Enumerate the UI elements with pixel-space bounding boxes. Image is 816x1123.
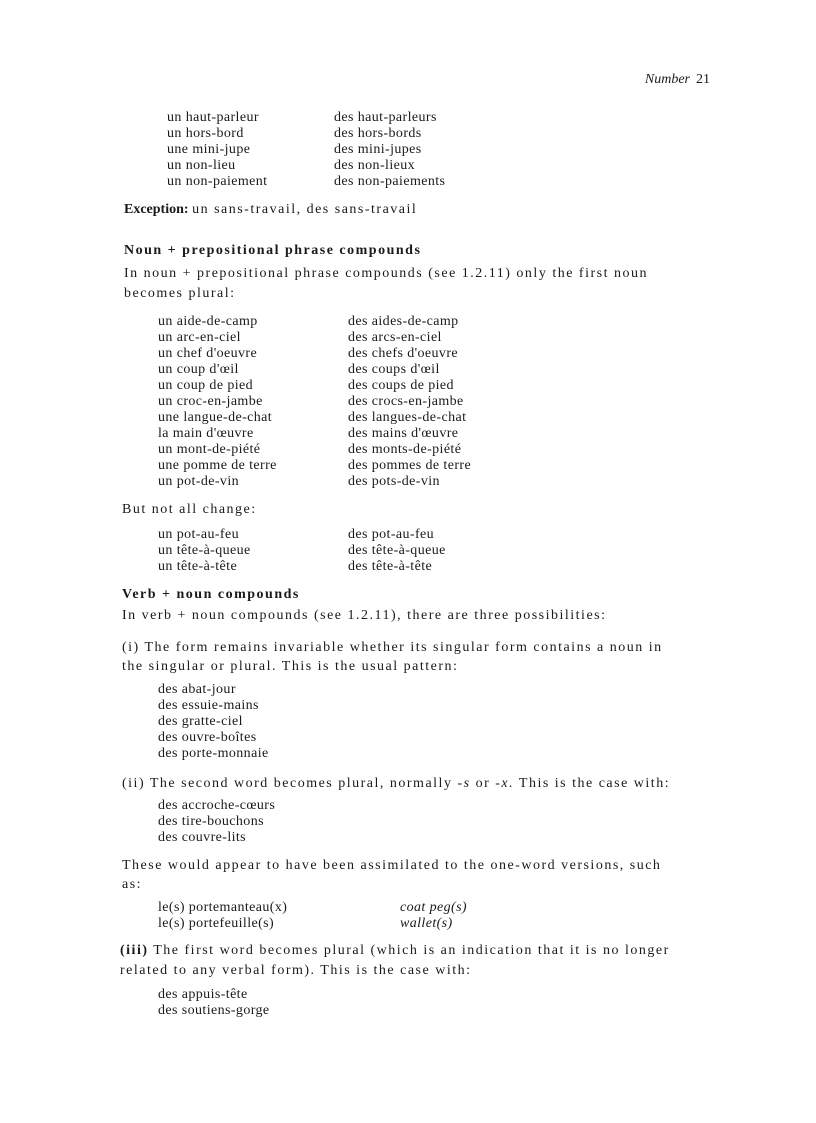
section1-intro-line1 — [124, 266, 716, 282]
plural-form: des pot-au-feu — [348, 527, 435, 542]
plural-form: des chefs d'oeuvre — [348, 346, 459, 361]
exception-line — [124, 202, 417, 218]
plural-form: des couvre-lits — [158, 830, 247, 845]
case1-line2: the singular or plural. This is the usual pattern: — [122, 659, 459, 674]
section1-intro-line2: becomes plural: — [124, 286, 236, 301]
case2-or: or — [470, 776, 496, 791]
plural-form: des mains d'œuvre — [348, 426, 459, 441]
case3-text: The first word becomes plural (which is an indication that it is no longer — [148, 943, 670, 958]
singular-form: un arc-en-ciel — [158, 330, 241, 345]
singular-form: un coup de pied — [158, 378, 254, 393]
singular-form: un mont-de-piété — [158, 442, 261, 457]
plural-form: des arcs-en-ciel — [348, 330, 442, 345]
case3-line1 — [120, 943, 670, 959]
section-heading-verb-noun: Verb + noun compounds — [122, 587, 300, 602]
header-title: Number — [644, 72, 690, 87]
plural-form: des aides-de-camp — [348, 314, 459, 329]
singular-form: un non-lieu — [167, 158, 236, 173]
singular-form: un chef d'oeuvre — [158, 346, 258, 361]
suffix-x: -x. — [495, 776, 515, 791]
singular-form: un pot-au-feu — [158, 527, 240, 542]
section2-intro: In verb + noun compounds (see 1.2.11), there are three possibilities: — [122, 608, 607, 623]
plural-form: des haut-parleurs — [334, 110, 437, 125]
singular-form: un tête-à-queue — [158, 543, 251, 558]
intro-text: In noun + prepositional phrase compounds (see 1.2.11) only the first noun — [124, 266, 648, 281]
plural-form: des pots-de-vin — [348, 474, 440, 489]
running-header — [645, 72, 710, 88]
plural-form: des non-lieux — [334, 158, 416, 173]
plural-form: des crocs-en-jambe — [348, 394, 464, 409]
french-word: le(s) portefeuille(s) — [158, 916, 275, 931]
singular-form: la main d'œuvre — [158, 426, 254, 441]
english-gloss: wallet(s) — [400, 916, 453, 931]
singular-form: un non-paiement — [167, 174, 268, 189]
exception-text: un sans-travail, des sans-travail — [192, 202, 418, 217]
singular-form: un aide-de-camp — [158, 314, 258, 329]
assimilated-line1: These would appear to have been assimilated to the one-word versions, such — [122, 858, 662, 873]
plural-form: des monts-de-piété — [348, 442, 462, 457]
singular-form: un hors-bord — [167, 126, 244, 141]
plural-form: des mini-jupes — [334, 142, 422, 157]
case2-text-b: This is the case with: — [514, 776, 671, 791]
page-number: 21 — [696, 72, 710, 87]
plural-form: des tête-à-tête — [348, 559, 433, 574]
singular-form: une mini-jupe — [167, 142, 251, 157]
suffix-s: -s — [457, 776, 471, 791]
singular-form: une langue-de-chat — [158, 410, 273, 425]
plural-form: des hors-bords — [334, 126, 422, 141]
case1-line1: (i) The form remains invariable whether its singular form contains a noun in — [122, 640, 663, 655]
singular-form: un tête-à-tête — [158, 559, 238, 574]
plural-form: des porte-monnaie — [158, 746, 269, 761]
exception-label: Exception: — [124, 202, 189, 217]
case3-label: (iii) — [120, 943, 149, 958]
plural-form: des langues-de-chat — [348, 410, 467, 425]
case2-text-a: (ii) The second word becomes plural, normally — [122, 776, 458, 791]
singular-form: un pot-de-vin — [158, 474, 240, 489]
plural-form: des coups de pied — [348, 378, 454, 393]
singular-form: un coup d'œil — [158, 362, 239, 377]
plural-form: des soutiens-gorge — [158, 1003, 270, 1018]
plural-form: des gratte-ciel — [158, 714, 243, 729]
case2-line — [122, 776, 670, 792]
english-gloss: coat peg(s) — [400, 900, 467, 915]
section-heading-noun-prep: Noun + prepositional phrase compounds — [124, 243, 422, 258]
plural-form: des essuie-mains — [158, 698, 259, 713]
singular-form: un croc-en-jambe — [158, 394, 263, 409]
plural-form: des ouvre-boîtes — [158, 730, 257, 745]
french-word: le(s) portemanteau(x) — [158, 900, 288, 915]
plural-form: des abat-jour — [158, 682, 236, 697]
plural-form: des non-paiements — [334, 174, 446, 189]
singular-form: un haut-parleur — [167, 110, 259, 125]
plural-form: des accroche-cœurs — [158, 798, 276, 813]
assimilated-line2: as: — [122, 877, 143, 892]
plural-form: des pommes de terre — [348, 458, 472, 473]
singular-form: une pomme de terre — [158, 458, 277, 473]
plural-form: des appuis-tête — [158, 987, 248, 1002]
case3-line2: related to any verbal form). This is the case with: — [120, 963, 472, 978]
plural-form: des tête-à-queue — [348, 543, 446, 558]
plural-form: des tire-bouchons — [158, 814, 264, 829]
plural-form: des coups d'œil — [348, 362, 440, 377]
not-all-change-text: But not all change: — [122, 502, 257, 517]
